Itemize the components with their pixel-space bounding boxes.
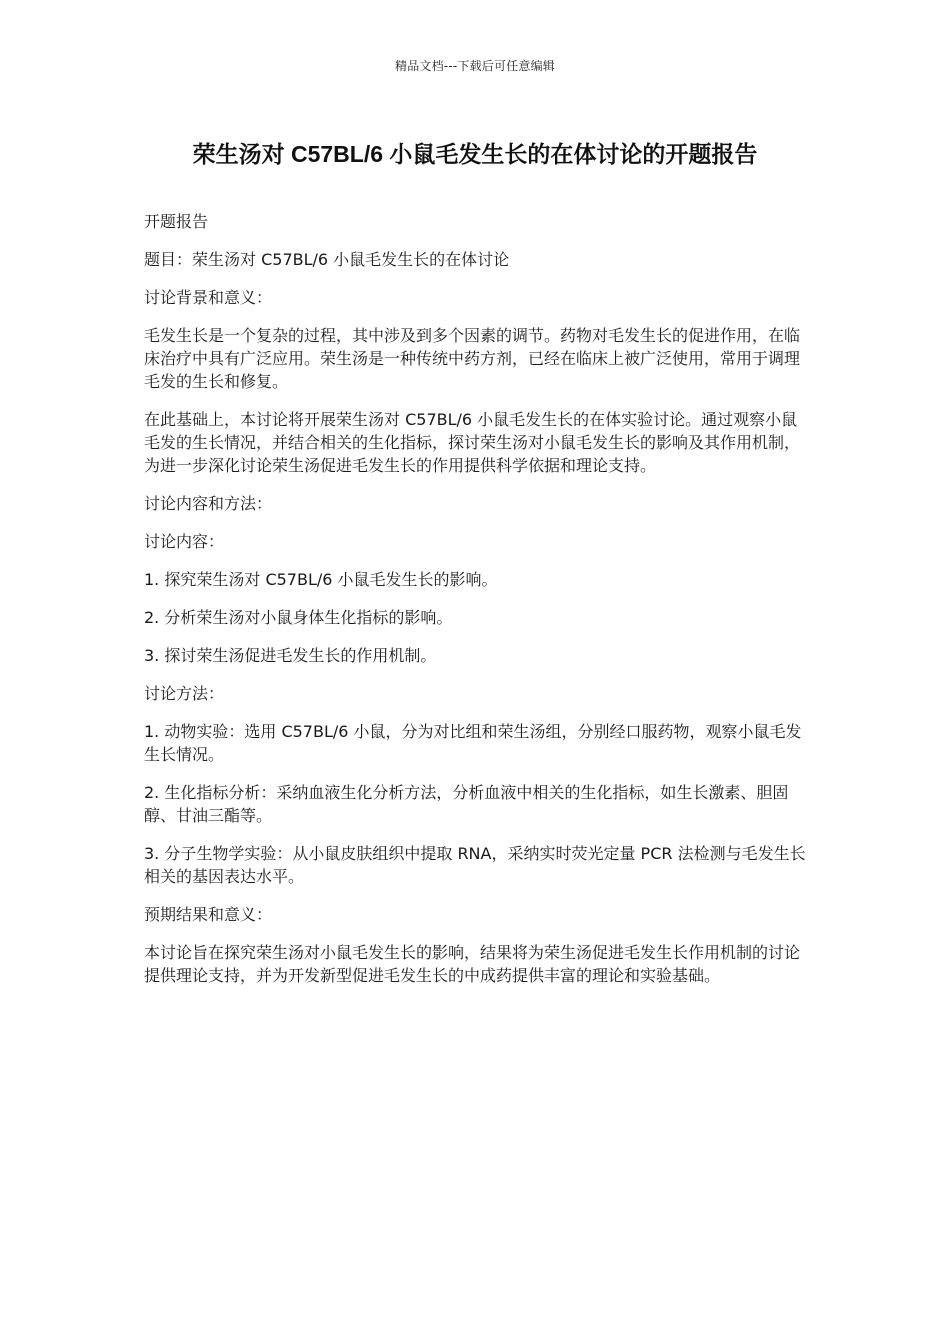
section-heading-background: 讨论背景和意义： [144,288,273,307]
expected-results-paragraph: 本讨论旨在探究荣生汤对小鼠毛发生长的影响，结果将为荣生汤促进毛发生长作用机制的讨论提供理论支持，并为开发新型促进毛发生长的中成药提供丰富的理论和实验基础。 [144,943,801,985]
section-heading-content-methods: 讨论内容和方法： [144,494,273,513]
document-body [144,210,810,1002]
section-heading-expected-results: 预期结果和意义： [144,905,273,924]
method-item-3: 3. 分子生物学实验：从小鼠皮肤组织中提取 RNA，采纳实时荧光定量 PCR 法检测与毛发生长相关的基因表达水平。 [144,844,806,886]
subheading-content: 讨论内容： [144,532,225,551]
background-paragraph-1: 毛发生长是一个复杂的过程，其中涉及到多个因素的调节。药物对毛发生长的促进作用，在临床治疗中具有广泛应用。荣生汤是一种传统中药方剂，已经在临床上被广泛使用，常用于调理毛发的生长和修复。 [144,326,801,391]
content-item-3: 3. 探讨荣生汤促进毛发生长的作用机制。 [144,646,437,665]
method-item-1: 1. 动物实验：选用 C57BL/6 小鼠，分为对比组和荣生汤组，分别经口服药物，观察小鼠毛发生长情况。 [144,722,802,764]
document-title: 荣生汤对 C57BL/6 小鼠毛发生长的在体讨论的开题报告 [192,141,758,167]
topic-line: 题目：荣生汤对 C57BL/6 小鼠毛发生长的在体讨论 [144,250,510,269]
content-item-2: 2. 分析荣生汤对小鼠身体生化指标的影响。 [144,608,453,627]
section-label-report: 开题报告 [144,212,209,231]
header-note: 精品文档---下载后可任意编辑 [395,59,555,73]
content-item-1: 1. 探究荣生汤对 C57BL/6 小鼠毛发生长的影响。 [144,570,498,589]
subheading-methods: 讨论方法： [144,684,225,703]
background-paragraph-2: 在此基础上，本讨论将开展荣生汤对 C57BL/6 小鼠毛发生长的在体实验讨论。通过观察小鼠毛发的生长情况，并结合相关的生化指标，探讨荣生汤对小鼠毛发生长的影响及其作用机制，为进一步深化讨论荣生汤促进毛发生长的作用提供科学依据和理论支持。 [144,410,801,475]
method-item-2: 2. 生化指标分析：采纳血液生化分析方法，分析血液中相关的生化指标，如生长激素、胆固醇、甘油三酯等。 [144,783,789,825]
